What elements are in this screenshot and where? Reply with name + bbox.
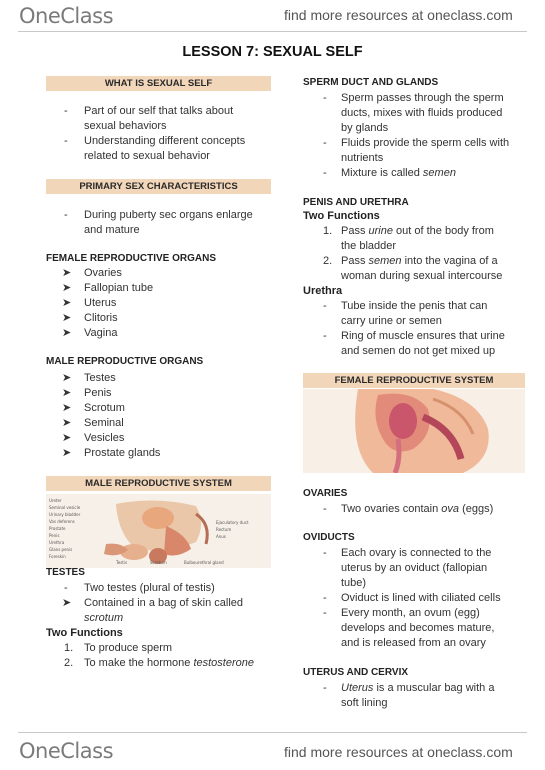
- list-number: 2.: [64, 657, 74, 669]
- diagram-label: Rectum: [216, 527, 232, 532]
- bullet-text: soft lining: [341, 697, 388, 709]
- arrow-bullet: ➤: [62, 417, 72, 429]
- organ-item: Uterus: [84, 297, 117, 309]
- arrow-bullet: ➤: [62, 372, 72, 384]
- bullet-text: nutrients: [341, 152, 384, 164]
- dash-bullet: -: [323, 547, 327, 559]
- male-reproductive-diagram: [46, 494, 271, 568]
- testes-heading: TESTES: [46, 567, 85, 578]
- organ-item: Vesicles: [84, 432, 125, 444]
- diagram-label: Scrotum: [150, 560, 167, 565]
- penis-urethra-heading: PENIS AND URETHRA: [303, 197, 409, 208]
- function-text: [341, 224, 494, 239]
- text-part: out of the body from: [392, 225, 494, 237]
- diagram-label: Anus: [216, 534, 226, 539]
- diagram-label: Urethra: [49, 540, 65, 545]
- organ-item: Scrotum: [84, 402, 125, 414]
- find-more-link[interactable]: find more resources at oneclass.com: [284, 7, 513, 23]
- dash-bullet: -: [323, 682, 327, 694]
- bullet-text: [84, 611, 123, 626]
- dash-bullet: -: [64, 209, 68, 221]
- arrow-bullet: ➤: [62, 282, 72, 294]
- function-text: [341, 254, 498, 269]
- dash-bullet: -: [323, 92, 327, 104]
- diagram-label: Penis: [49, 533, 60, 538]
- diagram-label: Foreskin: [49, 554, 66, 559]
- diagram-label: Ejaculatory duct: [216, 520, 249, 525]
- dash-bullet: -: [323, 330, 327, 342]
- page-title: LESSON 7: SEXUAL SELF: [182, 44, 363, 60]
- find-more-link-footer[interactable]: find more resources at oneclass.com: [284, 744, 513, 760]
- bullet-text: by glands: [341, 122, 389, 134]
- list-number: 1.: [64, 642, 74, 654]
- arrow-bullet: ➤: [62, 297, 72, 309]
- logo-text: OneClass: [19, 4, 114, 28]
- bullet-text: tube): [341, 577, 367, 589]
- text-part: Pass: [341, 225, 369, 237]
- footer-divider: [18, 732, 527, 733]
- logo-text: OneClass: [19, 739, 114, 763]
- text-part: Two ovaries contain: [341, 503, 442, 515]
- bullet-text: During puberty sec organs enlarge: [84, 209, 253, 221]
- arrow-bullet: ➤: [62, 597, 72, 609]
- diagram-label: Seminal vesicle: [49, 505, 81, 510]
- ova-em: ova: [441, 503, 460, 515]
- function-text: the bladder: [341, 240, 397, 252]
- female-reproductive-diagram: [303, 389, 525, 473]
- diagram-label: Glans penis: [49, 547, 73, 552]
- bullet-text: Understanding different concepts: [84, 135, 246, 147]
- oviducts-heading: OVIDUCTS: [303, 532, 355, 543]
- arrow-bullet: ➤: [62, 447, 72, 459]
- organ-item: Testes: [84, 372, 116, 384]
- arrow-bullet: ➤: [62, 312, 72, 324]
- oneclass-logo[interactable]: [19, 4, 113, 28]
- bullet-text: Contained in a bag of skin called: [84, 597, 243, 609]
- text-part: Pass: [341, 255, 369, 267]
- bullet-text: and is released from an ovary: [341, 637, 486, 649]
- text-part: (eggs): [459, 503, 494, 515]
- diagram-label: Bulbourethral gland: [184, 560, 224, 565]
- diagram-label: Testis: [116, 560, 128, 565]
- bullet-text: develops and becomes mature,: [341, 622, 495, 634]
- semen-em: semen: [368, 255, 402, 267]
- sperm-duct-heading: SPERM DUCT AND GLANDS: [303, 77, 439, 88]
- section-bar-female-reproductive-system: FEMALE REPRODUCTIVE SYSTEM: [303, 373, 525, 388]
- bullet-text: sexual behaviors: [84, 120, 167, 132]
- list-number: 1.: [323, 225, 333, 237]
- bullet-text: and semen do not get mixed up: [341, 345, 496, 357]
- arrow-bullet: ➤: [62, 387, 72, 399]
- diagram-label: Vas deferens: [49, 519, 75, 524]
- bullet-text: Oviduct is lined with ciliated cells: [341, 592, 501, 604]
- female-organs-heading: FEMALE REPRODUCTIVE ORGANS: [46, 253, 217, 264]
- dash-bullet: -: [323, 300, 327, 312]
- bullet-text: carry urine or semen: [341, 315, 442, 327]
- testosterone-em: testosterone: [193, 657, 254, 669]
- organ-item: Clitoris: [84, 312, 118, 324]
- dash-bullet: -: [323, 592, 327, 604]
- urine-em: urine: [368, 225, 393, 237]
- arrow-bullet: ➤: [62, 402, 72, 414]
- bullet-text: related to sexual behavior: [84, 150, 210, 162]
- bullet-text: Fluids provide the sperm cells with: [341, 137, 510, 149]
- organ-item: Penis: [84, 387, 112, 399]
- oneclass-logo-footer[interactable]: [19, 739, 113, 763]
- dash-bullet: -: [323, 167, 327, 179]
- dash-bullet: -: [323, 503, 327, 515]
- section-bar-what-is-sexual-self: WHAT IS SEXUAL SELF: [46, 76, 271, 91]
- bullet-text: [341, 681, 494, 696]
- dash-bullet: -: [323, 607, 327, 619]
- dash-bullet: -: [64, 105, 68, 117]
- bullet-text: Sperm passes through the sperm: [341, 92, 504, 104]
- header-divider: [18, 31, 527, 32]
- text-part: is a muscular bag with a: [373, 682, 495, 694]
- male-organs-heading: MALE REPRODUCTIVE ORGANS: [46, 356, 204, 367]
- bullet-text: uterus by an oviduct (fallopian: [341, 562, 488, 574]
- arrow-bullet: ➤: [62, 327, 72, 339]
- bullet-text: Ring of muscle ensures that urine: [341, 330, 505, 342]
- uterus-cervix-heading: UTERUS AND CERVIX: [303, 667, 409, 678]
- organ-item: Vagina: [84, 327, 118, 339]
- bullet-text: Each ovary is connected to the: [341, 547, 492, 559]
- organ-item: Fallopian tube: [84, 282, 154, 294]
- text-part: Mixture is called: [341, 167, 423, 179]
- dash-bullet: -: [64, 582, 68, 594]
- text-part: into the vagina of a: [401, 255, 498, 267]
- function-text: [84, 656, 254, 671]
- bullet-text: ducts, mixes with fluids produced: [341, 107, 503, 119]
- list-number: 2.: [323, 255, 333, 267]
- function-text: To produce sperm: [84, 642, 173, 654]
- two-functions-heading-right: Two Functions: [303, 210, 380, 222]
- bullet-text: Part of our self that talks about: [84, 105, 234, 117]
- bullet-text: Two testes (plural of testis): [84, 582, 215, 594]
- function-text: woman during sexual intercourse: [341, 270, 503, 282]
- dash-bullet: -: [64, 135, 68, 147]
- dash-bullet: -: [323, 137, 327, 149]
- bullet-text: and mature: [84, 224, 140, 236]
- semen-em: semen: [422, 167, 456, 179]
- diagram-label: Urinary bladder: [49, 512, 81, 517]
- section-bar-male-reproductive-system: MALE REPRODUCTIVE SYSTEM: [46, 476, 271, 491]
- bullet-text: [341, 502, 493, 517]
- organ-item: Prostate glands: [84, 447, 161, 459]
- ovaries-heading: OVARIES: [303, 488, 348, 499]
- diagram-label: Prostate: [49, 526, 66, 531]
- text-part: To make the hormone: [84, 657, 194, 669]
- section-bar-primary-sex-characteristics: PRIMARY SEX CHARACTERISTICS: [46, 179, 271, 194]
- arrow-bullet: ➤: [62, 267, 72, 279]
- organ-item: Seminal: [84, 417, 124, 429]
- scrotum-em: scrotum: [84, 612, 124, 624]
- arrow-bullet: ➤: [62, 432, 72, 444]
- diagram-label: Ureter: [49, 498, 62, 503]
- bullet-text: Tube inside the penis that can: [341, 300, 488, 312]
- bullet-text: [341, 166, 456, 181]
- bullet-text: Every month, an ovum (egg): [341, 607, 480, 619]
- uterus-em: Uterus: [341, 682, 374, 694]
- two-functions-heading: Two Functions: [46, 627, 123, 639]
- female-anatomy-illustration: [303, 389, 525, 473]
- organ-item: Ovaries: [84, 267, 122, 279]
- urethra-heading: Urethra: [303, 285, 343, 297]
